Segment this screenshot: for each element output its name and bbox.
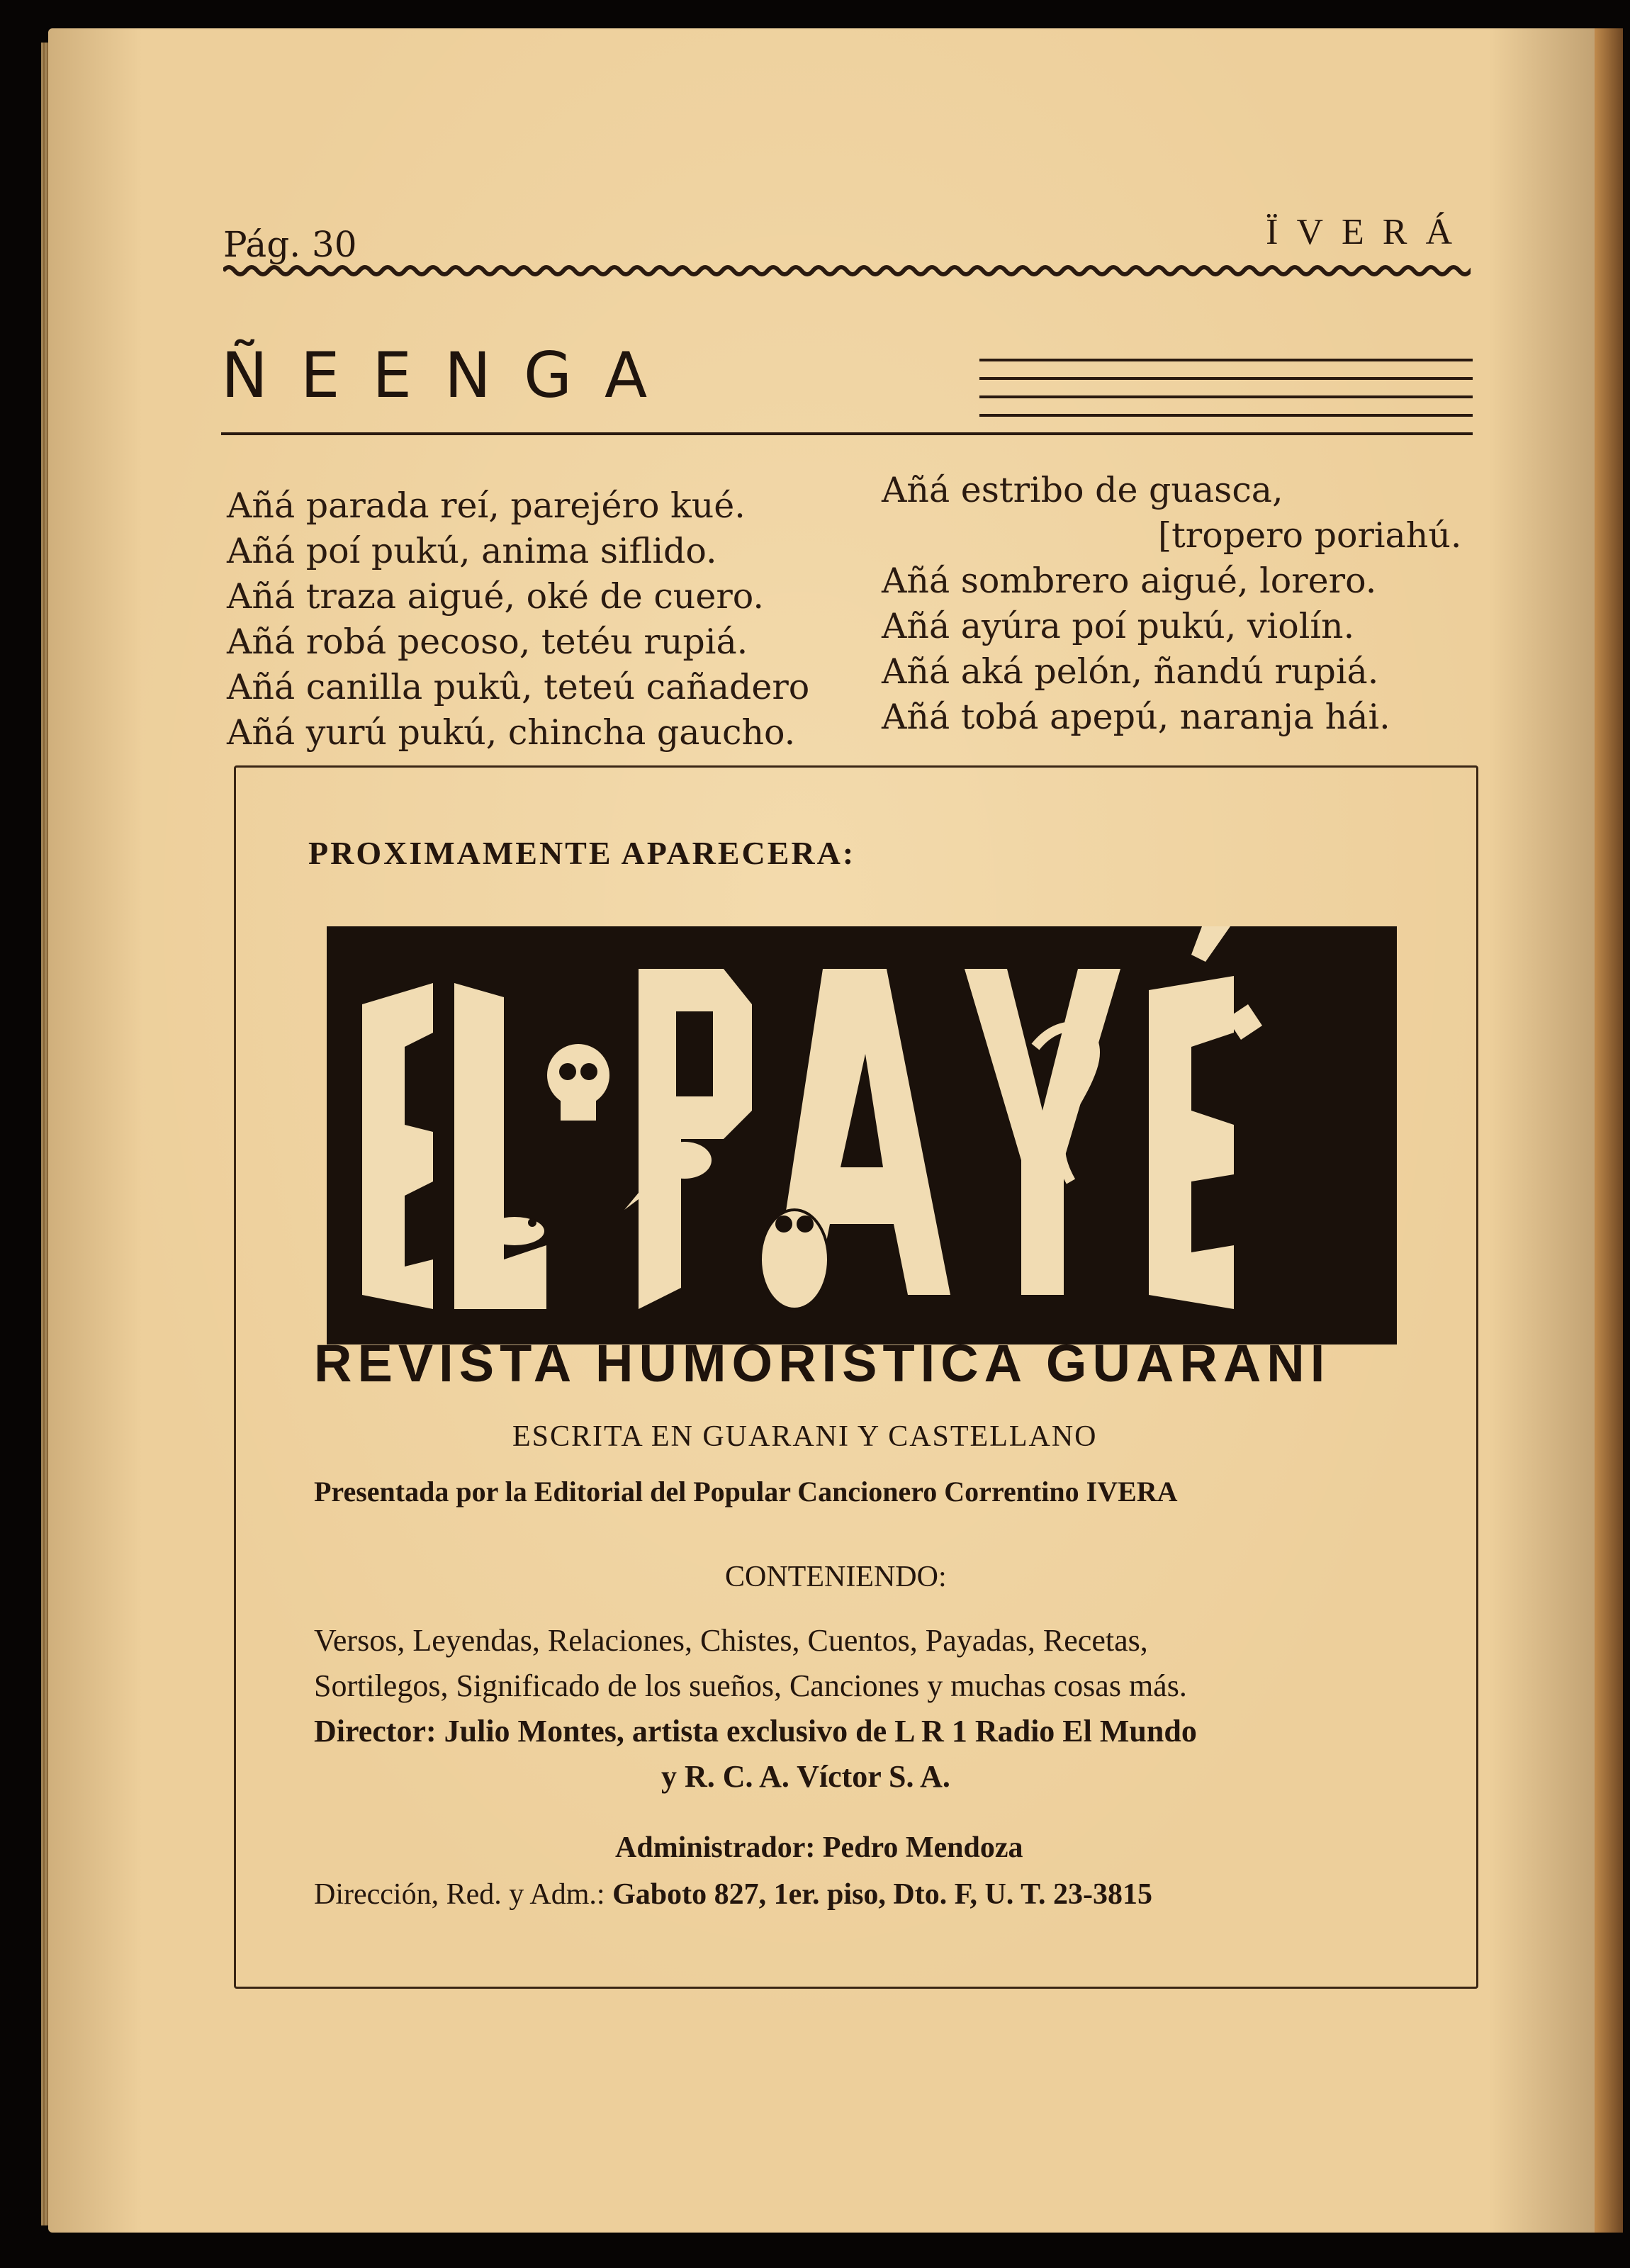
heading-underline xyxy=(221,432,1473,435)
el-paye-logo xyxy=(327,926,1397,1344)
ad-languages: ESCRITA EN GUARANI Y CASTELLANO xyxy=(512,1420,1098,1453)
page-number: Pág. 30 xyxy=(223,224,357,265)
advertisement-box xyxy=(234,765,1478,1989)
running-title: ÏVERÁ xyxy=(1266,212,1471,252)
ad-contents-line: Sortilegos, Significado de los sueños, Canciones y muchas cosas más. xyxy=(314,1668,1187,1703)
ad-kicker: PROXIMAMENTE APARECERA: xyxy=(308,835,856,871)
ad-subtitle: REVISTA HUMORISTICA GUARANI xyxy=(314,1334,1331,1393)
ad-contents-line: Versos, Leyendas, Relaciones, Chistes, Cuentos, Payadas, Recetas, xyxy=(314,1623,1148,1658)
wavy-rule xyxy=(223,262,1471,279)
book-spine-shadow xyxy=(1595,28,1623,2233)
verse-line: Añá sombrero aigué, lorero. xyxy=(882,561,1377,601)
section-title: ÑEENGA xyxy=(221,339,680,412)
verse-line: Añá estribo de guasca, xyxy=(882,470,1283,510)
verse-line: Añá canilla pukû, teteú cañadero xyxy=(227,667,810,707)
verse-line-continuation: [tropero poriahú. xyxy=(1158,515,1462,556)
verse-line: Añá poí pukú, anima siflido. xyxy=(227,531,717,571)
verse-line: Añá parada reí, parejéro kué. xyxy=(227,485,746,526)
ad-contains-heading: CONTENIENDO: xyxy=(725,1561,947,1593)
ad-administrator: Administrador: Pedro Mendoza xyxy=(615,1831,1023,1864)
verse-line: Añá ayúra poí pukú, violín. xyxy=(882,606,1355,646)
section-heading xyxy=(221,340,1473,439)
page-header xyxy=(223,212,1471,288)
ad-director: Director: Julio Montes, artista exclusivo de L R 1 Radio El Mundo xyxy=(314,1714,1197,1748)
verse-line: Añá tobá apepú, naranja hái. xyxy=(882,697,1390,737)
ad-address xyxy=(314,1877,1152,1911)
verse-line: Añá aká pelón, ñandú rupiá. xyxy=(882,651,1379,692)
ad-director-continuation: y R. C. A. Víctor S. A. xyxy=(661,1759,950,1794)
verse-line: Añá yurú pukú, chincha gaucho. xyxy=(227,712,796,753)
verse-line: Añá robá pecoso, tetéu rupiá. xyxy=(227,622,748,662)
ad-address-value: Gaboto 827, 1er. piso, Dto. F, U. T. 23-3815 xyxy=(612,1878,1152,1911)
verse-line: Añá traza aigué, oké de cuero. xyxy=(227,576,764,617)
heading-rules xyxy=(979,352,1473,422)
frog-icon xyxy=(485,1217,544,1245)
verse-column-left xyxy=(227,483,809,756)
owl-icon xyxy=(760,1210,828,1309)
ad-presenter: Presentada por la Editorial del Popular Cancionero Correntino IVERA xyxy=(314,1476,1178,1508)
ad-address-label: Dirección, Red. y Adm.: xyxy=(314,1878,605,1911)
verse-column-right xyxy=(882,468,1461,740)
